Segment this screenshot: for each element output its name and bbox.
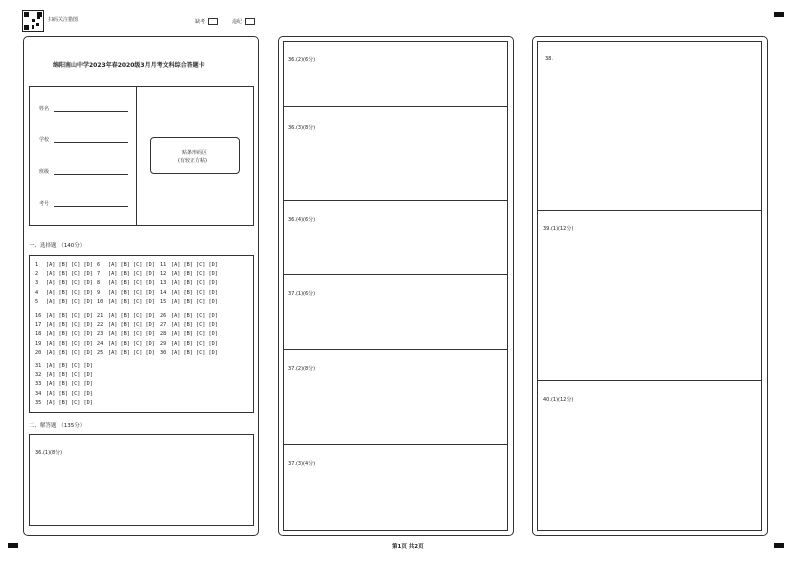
choice-options[interactable]: [A] [B] [C] [D]: [108, 313, 155, 319]
question-40-1-title: 40.(1)(12分): [543, 397, 574, 403]
choice-question-31[interactable]: [35, 363, 93, 369]
choice-number: 24: [97, 340, 104, 347]
choice-options[interactable]: [A] [B] [C] [D]: [46, 331, 93, 338]
question-39-1-title: 39.(1)(12分): [543, 226, 574, 232]
choice-number: 11: [160, 262, 167, 268]
choice-number: 27: [160, 322, 167, 329]
section1-title: 一、选择题 （140分）: [29, 243, 86, 249]
choice-question-15[interactable]: [160, 299, 218, 305]
choice-number: 20: [35, 349, 42, 356]
choice-options[interactable]: [A] [B] [C] [D]: [46, 399, 93, 406]
alignment-mark-top-right: [774, 12, 784, 17]
choice-question-5[interactable]: [35, 299, 93, 305]
choice-options[interactable]: [A] [B] [C] [D]: [108, 262, 155, 268]
choice-options[interactable]: [A] [B] [C] [D]: [108, 331, 155, 338]
choice-number: 6: [97, 262, 101, 268]
choice-options[interactable]: [A] [B] [C] [D]: [108, 349, 155, 356]
choice-number: 18: [35, 331, 42, 338]
absent-checkbox[interactable]: [208, 18, 218, 25]
choice-question-22[interactable]: [97, 322, 155, 328]
choice-number: 22: [97, 322, 104, 329]
choice-number: 7: [97, 271, 101, 278]
choice-number: 30: [160, 349, 167, 356]
choice-question-1[interactable]: [35, 262, 93, 268]
choice-question-17[interactable]: [35, 322, 93, 328]
answer-box-37-2[interactable]: [283, 349, 508, 445]
choice-options[interactable]: [A] [B] [C] [D]: [171, 340, 218, 347]
choice-question-34[interactable]: [35, 391, 93, 397]
choice-options[interactable]: [A] [B] [C] [D]: [171, 322, 218, 329]
choice-question-6[interactable]: [97, 262, 155, 268]
exam-no-field[interactable]: [54, 206, 128, 207]
class-label: 班级: [39, 169, 50, 175]
choice-question-21[interactable]: [97, 313, 155, 319]
choice-number: 15: [160, 298, 167, 305]
choice-question-2[interactable]: [35, 271, 93, 277]
choice-options[interactable]: [A] [B] [C] [D]: [108, 298, 155, 305]
choice-number: 12: [160, 271, 167, 278]
choice-options[interactable]: [A] [B] [C] [D]: [171, 280, 218, 287]
choice-number: 2: [35, 271, 39, 278]
choice-question-14[interactable]: [160, 290, 218, 296]
answer-box-36-4[interactable]: [283, 200, 508, 275]
choice-question-18[interactable]: [35, 331, 93, 337]
question-36-4-title: 36.(4)(6分): [288, 217, 316, 223]
choice-question-19[interactable]: [35, 341, 93, 347]
choice-number: 32: [35, 372, 42, 379]
choice-question-35[interactable]: [35, 400, 93, 406]
choice-options[interactable]: [A] [B] [C] [D]: [171, 349, 218, 356]
choice-options[interactable]: [A] [B] [C] [D]: [108, 271, 155, 278]
choice-question-29[interactable]: [160, 341, 218, 347]
barcode-line1: 贴条形码区: [182, 150, 208, 156]
choice-question-10[interactable]: [97, 299, 155, 305]
question-36-1-title: 36.(1)(8分): [35, 450, 63, 456]
alignment-mark-bottom-right: [774, 543, 784, 548]
choice-question-27[interactable]: [160, 322, 218, 328]
question-37-1-title: 37.(1)(6分): [288, 291, 316, 297]
violation-label: 违纪: [232, 19, 243, 25]
scan-label: 扫码关注猎图: [48, 17, 79, 23]
choice-number: 5: [35, 298, 39, 305]
choice-question-25[interactable]: [97, 350, 155, 356]
absent-mark[interactable]: [195, 18, 218, 25]
choice-number: 26: [160, 313, 167, 319]
choice-options[interactable]: [A] [B] [C] [D]: [108, 340, 155, 347]
choice-number: 1: [35, 262, 39, 268]
choice-options[interactable]: [A] [B] [C] [D]: [46, 271, 93, 278]
choice-options[interactable]: [A] [B] [C] [D]: [46, 280, 93, 287]
choice-options[interactable]: [A] [B] [C] [D]: [46, 289, 93, 296]
choice-question-30[interactable]: [160, 350, 218, 356]
choice-number: 14: [160, 289, 167, 296]
choice-number: 17: [35, 322, 42, 329]
choice-question-26[interactable]: [160, 313, 218, 319]
choice-options[interactable]: [A] [B] [C] [D]: [46, 363, 93, 369]
choice-number: 23: [97, 331, 104, 338]
choice-question-23[interactable]: [97, 331, 155, 337]
school-label: 学校: [39, 137, 50, 143]
choice-question-28[interactable]: [160, 331, 218, 337]
choice-question-3[interactable]: [35, 280, 93, 286]
choice-number: 3: [35, 280, 39, 287]
choice-question-16[interactable]: [35, 313, 93, 319]
school-field[interactable]: [54, 142, 128, 143]
info-divider: [136, 86, 137, 226]
choice-question-11[interactable]: [160, 262, 218, 268]
answer-box-39-1[interactable]: [537, 210, 762, 381]
choice-number: 31: [35, 363, 42, 369]
choice-options[interactable]: [A] [B] [C] [D]: [46, 349, 93, 356]
choice-options[interactable]: [A] [B] [C] [D]: [46, 298, 93, 305]
choice-options[interactable]: [A] [B] [C] [D]: [171, 313, 218, 319]
choice-options[interactable]: [A] [B] [C] [D]: [46, 322, 93, 329]
choice-question-32[interactable]: [35, 372, 93, 378]
answer-box-36-3[interactable]: [283, 106, 508, 201]
choice-number: 10: [97, 298, 104, 305]
choice-options[interactable]: [A] [B] [C] [D]: [171, 298, 218, 305]
choice-number: 13: [160, 280, 167, 287]
choice-number: 16: [35, 313, 42, 319]
absent-label: 缺考: [195, 19, 206, 25]
violation-checkbox[interactable]: [245, 18, 255, 25]
choice-options[interactable]: [A] [B] [C] [D]: [46, 372, 93, 379]
choice-question-13[interactable]: [160, 280, 218, 286]
choice-options[interactable]: [A] [B] [C] [D]: [108, 322, 155, 329]
choice-options[interactable]: [A] [B] [C] [D]: [171, 271, 218, 278]
class-field[interactable]: [54, 174, 128, 175]
choice-number: 4: [35, 289, 39, 296]
choice-number: 19: [35, 340, 42, 347]
answer-box-36-2[interactable]: [283, 41, 508, 107]
choice-number: 28: [160, 331, 167, 338]
exam-no-label: 考号: [39, 201, 50, 207]
section2-title: 二、解答题 （135分）: [29, 423, 86, 429]
page-footer: 第1页 共2页: [392, 544, 424, 550]
name-label: 姓名: [39, 106, 50, 112]
name-field[interactable]: [54, 111, 128, 112]
qr-code-icon: [22, 10, 44, 32]
choice-options[interactable]: [A] [B] [C] [D]: [46, 390, 93, 397]
choice-options[interactable]: [A] [B] [C] [D]: [46, 313, 93, 319]
choice-options[interactable]: [A] [B] [C] [D]: [46, 340, 93, 347]
answer-box-38[interactable]: [537, 41, 762, 211]
answer-box-36-1[interactable]: [29, 434, 254, 526]
choice-options[interactable]: [A] [B] [C] [D]: [171, 331, 218, 338]
alignment-mark-bottom-left: [8, 543, 18, 548]
question-37-2-title: 37.(2)(8分): [288, 366, 316, 372]
choice-number: 33: [35, 381, 42, 388]
choice-options[interactable]: [A] [B] [C] [D]: [46, 262, 93, 268]
choice-number: 8: [97, 280, 101, 287]
question-36-2-title: 36.(2)(6分): [288, 57, 316, 63]
choice-question-24[interactable]: [97, 341, 155, 347]
violation-mark[interactable]: [232, 18, 255, 25]
choice-question-7[interactable]: [97, 271, 155, 277]
choice-options[interactable]: [A] [B] [C] [D]: [46, 381, 93, 388]
card-title: 绵阳南山中学2023年春2020级3月月考文科综合答题卡: [53, 62, 205, 69]
choice-number: 35: [35, 399, 42, 406]
answer-box-37-3[interactable]: [283, 444, 508, 531]
choice-number: 25: [97, 349, 104, 356]
choice-number: 29: [160, 340, 167, 347]
choice-number: 34: [35, 390, 42, 397]
choice-options[interactable]: [A] [B] [C] [D]: [171, 289, 218, 296]
question-37-3-title: 37.(3)(4分): [288, 461, 316, 467]
question-36-3-title: 36.(3)(8分): [288, 125, 316, 131]
choice-options[interactable]: [A] [B] [C] [D]: [108, 280, 155, 287]
choice-number: 9: [97, 289, 101, 296]
choice-question-12[interactable]: [160, 271, 218, 277]
choice-question-9[interactable]: [97, 290, 155, 296]
choice-question-33[interactable]: [35, 381, 93, 387]
choice-question-4[interactable]: [35, 290, 93, 296]
choice-question-20[interactable]: [35, 350, 93, 356]
choice-question-8[interactable]: [97, 280, 155, 286]
choice-options[interactable]: [A] [B] [C] [D]: [108, 289, 155, 296]
choice-number: 21: [97, 313, 104, 319]
barcode-line2: (有较正方粘): [178, 158, 207, 164]
question-38-title: 38.: [545, 56, 553, 62]
choice-options[interactable]: [A] [B] [C] [D]: [171, 262, 218, 268]
answer-box-37-1[interactable]: [283, 274, 508, 350]
